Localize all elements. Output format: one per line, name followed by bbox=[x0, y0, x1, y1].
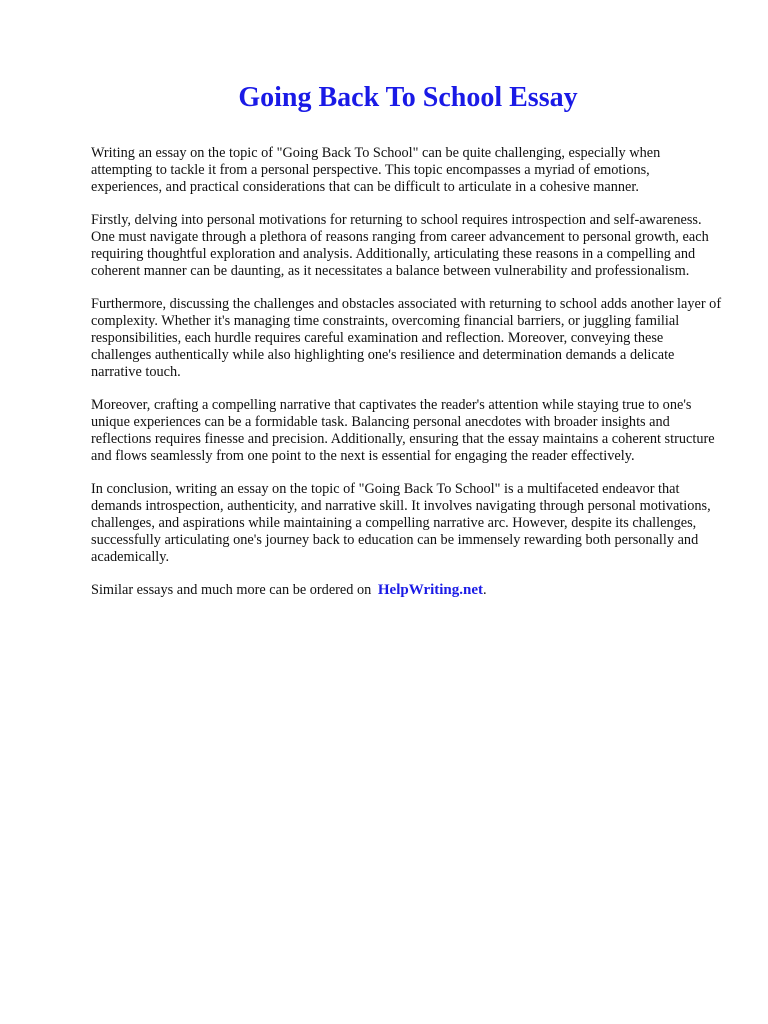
paragraph-motivations: Firstly, delving into personal motivations for returning to school requires introspection and self-awareness. One must navigate through a plethora of reasons ranging from career advancement to personal growth, each requiring thoughtful exploration and analysis. Additionally, articulating these reasons in a compelling and coherent manner can be daunting, as it necessitates a balance between vulnerability and professionalism. bbox=[91, 212, 709, 279]
paragraph-narrative: Moreover, crafting a compelling narrative that captivates the reader's attention while staying true to one's unique experiences can be a formidable task. Balancing personal anecdotes with broader insights and reflections requires finesse and precision. Additionally, ensuring that the essay maintains a coherent structure and flows seamlessly from one point to the next is essential for engaging the reader effectively. bbox=[91, 397, 715, 464]
paragraph-conclusion: In conclusion, writing an essay on the topic of "Going Back To School" is a multifaceted endeavor that demands introspection, authenticity, and narrative skill. It involves navigating through personal motivations, challenges, and aspirations while maintaining a compelling narrative arc. However, despite its challenges, successfully articulating one's journey back to education can be immensely rewarding both personally and academically. bbox=[91, 481, 711, 565]
document-title: Going Back To School Essay bbox=[238, 82, 578, 113]
footer-text: Similar essays and much more can be ordered on bbox=[91, 582, 372, 598]
paragraph-challenges: Furthermore, discussing the challenges and obstacles associated with returning to school adds another layer of complexity. Whether it's managing time constraints, overcoming financial barriers, or juggling familial responsibilities, each hurdle requires careful examination and reflection. Moreover, conveying these challenges authentically while also highlighting one's resilience and determination demands a delicate narrative touch. bbox=[91, 296, 722, 380]
helpwriting-link[interactable]: HelpWriting.net bbox=[377, 582, 484, 598]
footer-line bbox=[91, 582, 723, 599]
paragraph-intro: Writing an essay on the topic of "Going Back To School" can be quite challenging, especially when attempting to tackle it from a personal perspective. This topic encompasses a myriad of emotions, experiences, and practical considerations that can be difficult to articulate in a cohesive manner. bbox=[91, 145, 661, 195]
footer-suffix: . bbox=[483, 582, 487, 598]
document-body bbox=[91, 145, 723, 615]
